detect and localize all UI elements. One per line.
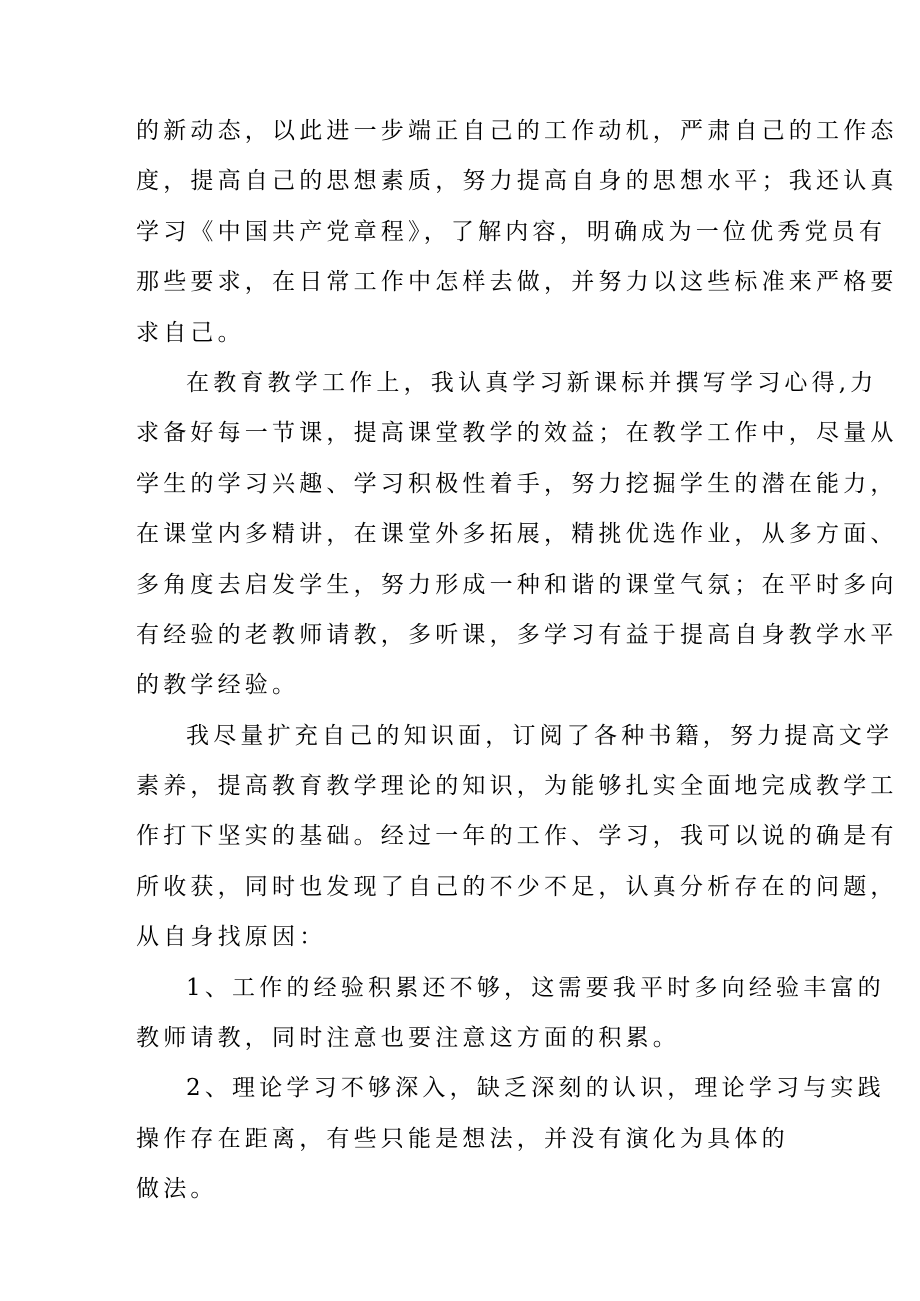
text-line: 在课堂内多精讲，在课堂外多拓展，精挑优选作业，从多方面、 <box>136 521 898 548</box>
text-line: 多角度去启发学生，努力形成一种和谐的课堂气氛；在平时多向 <box>136 571 898 598</box>
list-item-first-line: 2、理论学习不够深入，缺乏深刻的认识，理论学习与实践 <box>186 1075 885 1102</box>
text-line: 学习《中国共产党章程》，了解内容，明确成为一位优秀党员有 <box>136 218 887 245</box>
text-line: 求备好每一节课，提高课堂教学的效益；在教学工作中，尽量从 <box>136 420 898 447</box>
paragraph-first-line: 我尽量扩充自己的知识面，订阅了各种书籍，努力提高文学 <box>186 722 894 749</box>
text-line: 素养，提高教育教学理论的知识，为能够扎实全面地完成教学工 <box>136 773 898 800</box>
text-line: 那些要求，在日常工作中怎样去做，并努力以这些标准来严格要 <box>136 269 898 296</box>
list-item-first-line: 1、工作的经验积累还不够，这需要我平时多向经验丰富的 <box>186 974 885 1001</box>
text-line: 所收获，同时也发现了自己的不少不足，认真分析存在的问题， <box>136 873 898 900</box>
document-body <box>136 106 898 1215</box>
paragraph-first-line: 在教育教学工作上，我认真学习新课标并撰写学习心得,力 <box>186 369 878 396</box>
text-line: 求自己。 <box>136 319 245 346</box>
text-line: 度，提高自己的思想素质，努力提高自身的思想水平；我还认真 <box>136 168 898 195</box>
text-line: 操作存在距离，有些只能是想法，并没有演化为具体的 <box>136 1125 789 1152</box>
text-line: 的新动态，以此进一步端正自己的工作动机，严肃自己的工作态 <box>136 118 898 144</box>
text-line: 有经验的老教师请教，多听课，多学习有益于提高自身教学水平 <box>136 621 898 648</box>
text-line: 的教学经验。 <box>136 672 300 699</box>
text-line: 作打下坚实的基础。经过一年的工作、学习，我可以说的确是有 <box>136 823 898 850</box>
text-line: 教师请教，同时注意也要注意这方面的积累。 <box>136 1025 680 1052</box>
text-line: 学生的学习兴趣、学习积极性着手，努力挖掘学生的潜在能力， <box>136 470 898 497</box>
text-line: 从自身找原因： <box>136 924 327 951</box>
text-line: 做法。 <box>136 1176 218 1203</box>
